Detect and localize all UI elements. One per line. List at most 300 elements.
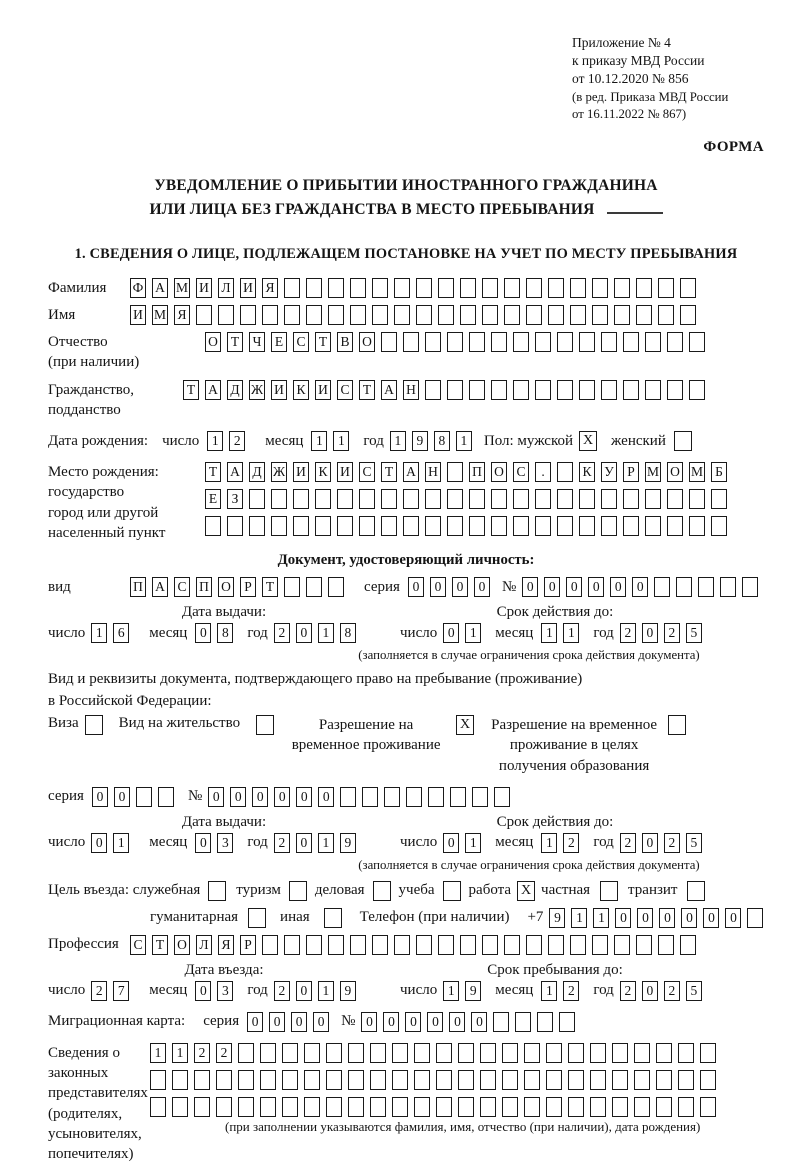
char-cell[interactable]: К [579, 462, 595, 482]
char-cell[interactable]: 0 [247, 1012, 263, 1032]
char-cell[interactable]: 1 [318, 981, 334, 1001]
char-cell[interactable] [282, 1043, 298, 1063]
char-cell[interactable] [557, 516, 573, 536]
char-cell[interactable]: 1 [456, 431, 472, 451]
char-cell[interactable] [216, 1097, 232, 1117]
char-cell[interactable]: 9 [340, 833, 356, 853]
char-cell[interactable]: Ч [249, 332, 265, 352]
char-cell[interactable]: 1 [593, 908, 609, 928]
char-cell[interactable] [535, 380, 551, 400]
char-cell[interactable] [579, 380, 595, 400]
char-cell[interactable] [248, 908, 266, 928]
char-cell[interactable]: В [337, 332, 353, 352]
char-cell[interactable] [590, 1070, 606, 1090]
char-cell[interactable]: И [196, 278, 212, 298]
char-cell[interactable] [513, 489, 529, 509]
char-cell[interactable]: И [337, 462, 353, 482]
char-cell[interactable] [491, 489, 507, 509]
char-cell[interactable] [513, 380, 529, 400]
char-cell[interactable] [601, 489, 617, 509]
char-cell[interactable]: Н [403, 380, 419, 400]
char-cell[interactable] [460, 935, 476, 955]
char-cell[interactable]: 0 [659, 908, 675, 928]
char-cell[interactable]: Е [205, 489, 221, 509]
char-cell[interactable] [480, 1070, 496, 1090]
char-cell[interactable]: 1 [541, 623, 557, 643]
char-cell[interactable] [416, 278, 432, 298]
char-cell[interactable]: 0 [632, 577, 648, 597]
char-cell[interactable] [590, 1043, 606, 1063]
char-cell[interactable]: Т [205, 462, 221, 482]
char-cell[interactable] [359, 489, 375, 509]
char-cell[interactable] [568, 1070, 584, 1090]
char-cell[interactable]: З [227, 489, 243, 509]
char-cell[interactable] [546, 1043, 562, 1063]
char-cell[interactable] [524, 1043, 540, 1063]
char-cell[interactable]: С [174, 577, 190, 597]
char-cell[interactable]: 0 [252, 787, 268, 807]
char-cell[interactable] [326, 1097, 342, 1117]
char-cell[interactable]: 1 [207, 431, 223, 451]
char-cell[interactable]: 3 [217, 981, 233, 1001]
char-cell[interactable] [680, 935, 696, 955]
char-cell[interactable] [656, 1043, 672, 1063]
char-cell[interactable] [436, 1043, 452, 1063]
char-cell[interactable]: 0 [195, 833, 211, 853]
char-cell[interactable] [326, 1043, 342, 1063]
char-cell[interactable]: 2 [563, 981, 579, 1001]
char-cell[interactable]: 2 [274, 981, 290, 1001]
char-cell[interactable]: 2 [229, 431, 245, 451]
char-cell[interactable]: 0 [195, 623, 211, 643]
char-cell[interactable] [687, 881, 705, 901]
char-cell[interactable] [502, 1070, 518, 1090]
char-cell[interactable] [414, 1097, 430, 1117]
char-cell[interactable] [557, 489, 573, 509]
char-cell[interactable]: Т [183, 380, 199, 400]
char-cell[interactable] [315, 516, 331, 536]
char-cell[interactable] [392, 1070, 408, 1090]
char-cell[interactable]: Т [359, 380, 375, 400]
char-cell[interactable]: 2 [194, 1043, 210, 1063]
char-cell[interactable]: Т [152, 935, 168, 955]
char-cell[interactable]: А [381, 380, 397, 400]
char-cell[interactable] [304, 1097, 320, 1117]
char-cell[interactable] [667, 332, 683, 352]
char-cell[interactable] [315, 489, 331, 509]
char-cell[interactable] [623, 380, 639, 400]
char-cell[interactable]: А [403, 462, 419, 482]
char-cell[interactable]: Д [227, 380, 243, 400]
char-cell[interactable]: П [130, 577, 146, 597]
char-cell[interactable] [689, 489, 705, 509]
char-cell[interactable]: 0 [610, 577, 626, 597]
char-cell[interactable]: 0 [681, 908, 697, 928]
char-cell[interactable]: М [645, 462, 661, 482]
char-cell[interactable] [535, 489, 551, 509]
char-cell[interactable] [612, 1097, 628, 1117]
char-cell[interactable] [306, 278, 322, 298]
char-cell[interactable] [645, 516, 661, 536]
char-cell[interactable]: Я [218, 935, 234, 955]
char-cell[interactable] [216, 1070, 232, 1090]
char-cell[interactable] [658, 935, 674, 955]
char-cell[interactable]: 9 [549, 908, 565, 928]
char-cell[interactable]: 0 [230, 787, 246, 807]
char-cell[interactable] [196, 305, 212, 325]
char-cell[interactable] [328, 935, 344, 955]
char-cell[interactable] [614, 935, 630, 955]
char-cell[interactable] [337, 489, 353, 509]
char-cell[interactable] [438, 278, 454, 298]
char-cell[interactable]: Т [262, 577, 278, 597]
char-cell[interactable]: 2 [620, 981, 636, 1001]
char-cell[interactable]: 0 [642, 623, 658, 643]
char-cell[interactable] [205, 516, 221, 536]
char-cell[interactable] [720, 577, 736, 597]
char-cell[interactable]: 0 [637, 908, 653, 928]
char-cell[interactable]: 0 [383, 1012, 399, 1032]
char-cell[interactable] [460, 305, 476, 325]
char-cell[interactable]: 1 [465, 623, 481, 643]
char-cell[interactable] [634, 1070, 650, 1090]
char-cell[interactable] [348, 1070, 364, 1090]
char-cell[interactable] [570, 305, 586, 325]
char-cell[interactable] [600, 881, 618, 901]
char-cell[interactable] [372, 935, 388, 955]
char-cell[interactable] [394, 305, 410, 325]
char-cell[interactable] [249, 489, 265, 509]
char-cell[interactable] [436, 1097, 452, 1117]
char-cell[interactable] [172, 1070, 188, 1090]
char-cell[interactable]: О [359, 332, 375, 352]
char-cell[interactable] [373, 881, 391, 901]
char-cell[interactable] [394, 935, 410, 955]
char-cell[interactable] [469, 332, 485, 352]
char-cell[interactable]: М [689, 462, 705, 482]
char-cell[interactable]: 6 [113, 623, 129, 643]
char-cell[interactable] [658, 278, 674, 298]
char-cell[interactable]: 3 [217, 833, 233, 853]
char-cell[interactable]: И [130, 305, 146, 325]
char-cell[interactable]: К [293, 380, 309, 400]
char-cell[interactable] [546, 1097, 562, 1117]
char-cell[interactable]: 0 [405, 1012, 421, 1032]
char-cell[interactable] [491, 380, 507, 400]
char-cell[interactable]: С [359, 462, 375, 482]
char-cell[interactable]: 1 [541, 981, 557, 1001]
char-cell[interactable]: X [517, 881, 535, 901]
char-cell[interactable]: С [337, 380, 353, 400]
char-cell[interactable]: 0 [566, 577, 582, 597]
char-cell[interactable]: 0 [642, 981, 658, 1001]
char-cell[interactable] [674, 431, 692, 451]
char-cell[interactable]: 1 [113, 833, 129, 853]
char-cell[interactable]: 2 [274, 833, 290, 853]
char-cell[interactable]: И [240, 278, 256, 298]
char-cell[interactable] [645, 489, 661, 509]
char-cell[interactable] [447, 462, 463, 482]
char-cell[interactable] [601, 332, 617, 352]
char-cell[interactable] [403, 489, 419, 509]
char-cell[interactable] [194, 1097, 210, 1117]
char-cell[interactable]: Ж [271, 462, 287, 482]
char-cell[interactable] [348, 1097, 364, 1117]
char-cell[interactable]: 9 [465, 981, 481, 1001]
char-cell[interactable]: 0 [291, 1012, 307, 1032]
char-cell[interactable]: 0 [452, 577, 468, 597]
char-cell[interactable] [370, 1097, 386, 1117]
char-cell[interactable] [414, 1043, 430, 1063]
char-cell[interactable]: 0 [522, 577, 538, 597]
char-cell[interactable] [392, 1097, 408, 1117]
char-cell[interactable]: 0 [114, 787, 130, 807]
char-cell[interactable] [450, 787, 466, 807]
char-cell[interactable] [504, 278, 520, 298]
char-cell[interactable] [458, 1070, 474, 1090]
char-cell[interactable] [634, 1043, 650, 1063]
char-cell[interactable] [491, 332, 507, 352]
char-cell[interactable] [403, 516, 419, 536]
char-cell[interactable]: О [667, 462, 683, 482]
char-cell[interactable]: 0 [208, 787, 224, 807]
char-cell[interactable] [482, 278, 498, 298]
char-cell[interactable] [570, 935, 586, 955]
char-cell[interactable]: 8 [434, 431, 450, 451]
char-cell[interactable] [443, 881, 461, 901]
char-cell[interactable] [340, 787, 356, 807]
char-cell[interactable]: 0 [443, 623, 459, 643]
char-cell[interactable]: 2 [664, 833, 680, 853]
char-cell[interactable] [172, 1097, 188, 1117]
char-cell[interactable] [406, 787, 422, 807]
char-cell[interactable] [579, 332, 595, 352]
char-cell[interactable] [447, 332, 463, 352]
char-cell[interactable]: X [456, 715, 474, 735]
char-cell[interactable]: И [293, 462, 309, 482]
char-cell[interactable]: 0 [269, 1012, 285, 1032]
char-cell[interactable]: 1 [571, 908, 587, 928]
char-cell[interactable] [460, 278, 476, 298]
char-cell[interactable] [678, 1097, 694, 1117]
char-cell[interactable] [747, 908, 763, 928]
char-cell[interactable]: Р [240, 935, 256, 955]
char-cell[interactable] [392, 1043, 408, 1063]
char-cell[interactable]: П [196, 577, 212, 597]
char-cell[interactable]: Б [711, 462, 727, 482]
char-cell[interactable]: Я [174, 305, 190, 325]
char-cell[interactable]: 0 [361, 1012, 377, 1032]
char-cell[interactable] [601, 380, 617, 400]
char-cell[interactable]: 2 [620, 833, 636, 853]
char-cell[interactable]: А [227, 462, 243, 482]
char-cell[interactable] [284, 278, 300, 298]
char-cell[interactable]: И [271, 380, 287, 400]
char-cell[interactable]: 0 [471, 1012, 487, 1032]
char-cell[interactable] [636, 305, 652, 325]
char-cell[interactable] [636, 278, 652, 298]
char-cell[interactable] [526, 278, 542, 298]
char-cell[interactable] [85, 715, 103, 735]
char-cell[interactable] [592, 935, 608, 955]
char-cell[interactable] [711, 489, 727, 509]
char-cell[interactable]: 2 [91, 981, 107, 1001]
char-cell[interactable]: С [130, 935, 146, 955]
char-cell[interactable] [568, 1097, 584, 1117]
char-cell[interactable] [381, 489, 397, 509]
char-cell[interactable] [513, 332, 529, 352]
char-cell[interactable] [324, 908, 342, 928]
char-cell[interactable] [293, 489, 309, 509]
char-cell[interactable] [614, 305, 630, 325]
char-cell[interactable] [494, 787, 510, 807]
char-cell[interactable] [425, 380, 441, 400]
char-cell[interactable]: С [513, 462, 529, 482]
char-cell[interactable] [526, 935, 542, 955]
char-cell[interactable]: . [535, 462, 551, 482]
char-cell[interactable] [271, 516, 287, 536]
char-cell[interactable]: О [491, 462, 507, 482]
char-cell[interactable] [284, 577, 300, 597]
char-cell[interactable] [504, 305, 520, 325]
char-cell[interactable] [515, 1012, 531, 1032]
char-cell[interactable]: Т [227, 332, 243, 352]
char-cell[interactable] [260, 1097, 276, 1117]
char-cell[interactable]: К [315, 462, 331, 482]
char-cell[interactable]: 8 [217, 623, 233, 643]
char-cell[interactable]: Т [315, 332, 331, 352]
char-cell[interactable] [262, 935, 278, 955]
char-cell[interactable]: 2 [216, 1043, 232, 1063]
char-cell[interactable] [260, 1043, 276, 1063]
char-cell[interactable] [425, 516, 441, 536]
char-cell[interactable] [381, 332, 397, 352]
char-cell[interactable]: 2 [274, 623, 290, 643]
char-cell[interactable] [504, 935, 520, 955]
char-cell[interactable] [416, 305, 432, 325]
char-cell[interactable] [328, 577, 344, 597]
char-cell[interactable] [370, 1070, 386, 1090]
char-cell[interactable]: X [579, 431, 597, 451]
char-cell[interactable] [524, 1097, 540, 1117]
char-cell[interactable]: 9 [340, 981, 356, 1001]
char-cell[interactable]: Н [425, 462, 441, 482]
char-cell[interactable] [700, 1043, 716, 1063]
char-cell[interactable]: 2 [620, 623, 636, 643]
char-cell[interactable]: 0 [443, 833, 459, 853]
char-cell[interactable] [372, 305, 388, 325]
char-cell[interactable]: 0 [296, 833, 312, 853]
char-cell[interactable] [438, 305, 454, 325]
char-cell[interactable] [658, 305, 674, 325]
char-cell[interactable]: 0 [408, 577, 424, 597]
char-cell[interactable] [458, 1097, 474, 1117]
char-cell[interactable] [469, 380, 485, 400]
char-cell[interactable] [482, 305, 498, 325]
char-cell[interactable] [249, 516, 265, 536]
char-cell[interactable] [447, 489, 463, 509]
char-cell[interactable]: 0 [313, 1012, 329, 1032]
char-cell[interactable] [136, 787, 152, 807]
char-cell[interactable] [656, 1097, 672, 1117]
char-cell[interactable] [238, 1097, 254, 1117]
char-cell[interactable] [592, 278, 608, 298]
char-cell[interactable]: Л [196, 935, 212, 955]
char-cell[interactable]: 7 [113, 981, 129, 1001]
char-cell[interactable]: О [174, 935, 190, 955]
char-cell[interactable] [623, 516, 639, 536]
char-cell[interactable]: 1 [541, 833, 557, 853]
char-cell[interactable]: О [218, 577, 234, 597]
char-cell[interactable] [546, 1070, 562, 1090]
char-cell[interactable]: 1 [390, 431, 406, 451]
char-cell[interactable] [350, 305, 366, 325]
char-cell[interactable]: 1 [318, 623, 334, 643]
char-cell[interactable]: 0 [449, 1012, 465, 1032]
char-cell[interactable] [260, 1070, 276, 1090]
char-cell[interactable]: П [469, 462, 485, 482]
char-cell[interactable]: 1 [91, 623, 107, 643]
char-cell[interactable] [326, 1070, 342, 1090]
char-cell[interactable]: 0 [296, 623, 312, 643]
char-cell[interactable]: И [315, 380, 331, 400]
char-cell[interactable]: А [152, 278, 168, 298]
char-cell[interactable]: М [152, 305, 168, 325]
char-cell[interactable] [678, 1070, 694, 1090]
char-cell[interactable] [293, 516, 309, 536]
char-cell[interactable] [362, 787, 378, 807]
char-cell[interactable] [284, 305, 300, 325]
char-cell[interactable] [227, 516, 243, 536]
char-cell[interactable] [350, 278, 366, 298]
char-cell[interactable] [559, 1012, 575, 1032]
char-cell[interactable] [656, 1070, 672, 1090]
char-cell[interactable]: Т [381, 462, 397, 482]
char-cell[interactable]: Е [271, 332, 287, 352]
char-cell[interactable] [612, 1043, 628, 1063]
char-cell[interactable]: Р [240, 577, 256, 597]
char-cell[interactable] [502, 1097, 518, 1117]
char-cell[interactable]: 9 [412, 431, 428, 451]
char-cell[interactable]: 2 [664, 981, 680, 1001]
char-cell[interactable] [282, 1070, 298, 1090]
char-cell[interactable] [667, 489, 683, 509]
char-cell[interactable] [150, 1097, 166, 1117]
char-cell[interactable]: У [601, 462, 617, 482]
char-cell[interactable]: А [205, 380, 221, 400]
char-cell[interactable] [458, 1043, 474, 1063]
char-cell[interactable] [472, 787, 488, 807]
char-cell[interactable]: 1 [465, 833, 481, 853]
char-cell[interactable]: 0 [703, 908, 719, 928]
char-cell[interactable] [557, 462, 573, 482]
char-cell[interactable]: 1 [333, 431, 349, 451]
char-cell[interactable]: 1 [172, 1043, 188, 1063]
char-cell[interactable] [282, 1097, 298, 1117]
char-cell[interactable] [654, 577, 670, 597]
char-cell[interactable]: С [293, 332, 309, 352]
char-cell[interactable] [667, 516, 683, 536]
char-cell[interactable] [513, 516, 529, 536]
char-cell[interactable]: 0 [296, 981, 312, 1001]
char-cell[interactable] [306, 305, 322, 325]
char-cell[interactable] [436, 1070, 452, 1090]
char-cell[interactable] [711, 516, 727, 536]
char-cell[interactable]: 5 [686, 623, 702, 643]
char-cell[interactable] [381, 516, 397, 536]
char-cell[interactable] [348, 1043, 364, 1063]
char-cell[interactable] [570, 278, 586, 298]
